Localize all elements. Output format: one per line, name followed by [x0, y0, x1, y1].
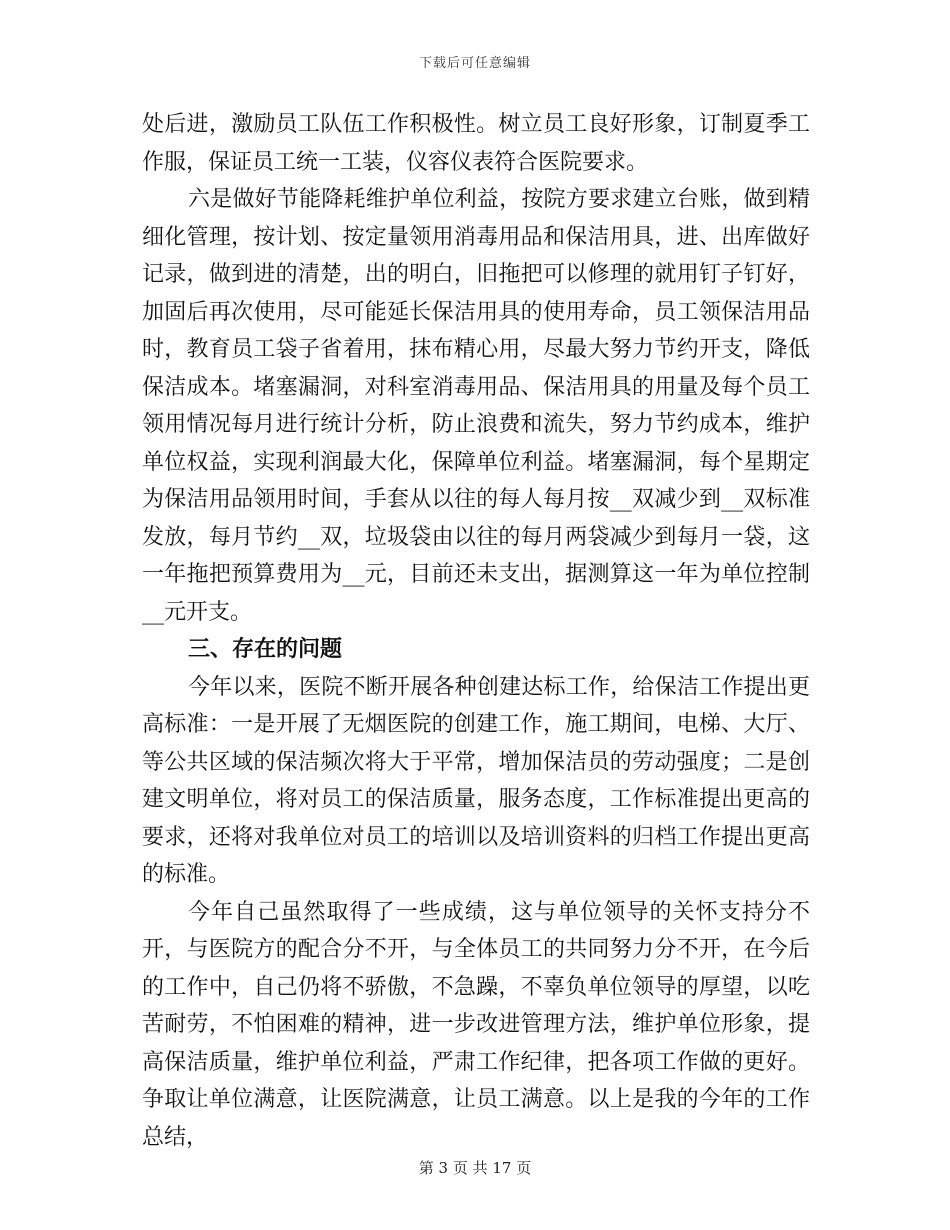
- document-body: [142, 106, 810, 1156]
- paragraph-continuation: 处后进，激励员工队伍工作积极性。树立员工良好形象，订制夏季工作服，保证员工统一工装，仪容仪表符合医院要求。: [142, 112, 810, 175]
- paragraph-summary: 今年自己虽然取得了一些成绩，这与单位领导的关怀支持分不开，与医院方的配合分不开，与全体员工的共同努力分不开，在今后的工作中，自己仍将不骄傲，不急躁，不辜负单位领导的厚望，以吃苦耐劳，不怕困难的精神，进一步改进管理方法，维护单位形象，提高保洁质量，维护单位利益，严肃工作纪律，把各项工作做的更好。争取让单位满意，让医院满意，让员工满意。以上是我的今年的工作总结，: [142, 899, 810, 1150]
- section-heading-problems: 三、存在的问题: [188, 637, 343, 662]
- page-header: 下载后可任意编辑: [418, 56, 531, 71]
- paragraph-problems: 今年以来，医院不断开展各种创建达标工作，给保洁工作提出更高标准：一是开展了无烟医院的创建工作，施工期间，电梯、大厅、等公共区域的保洁频次将大于平常，增加保洁员的劳动强度；二是创建文明单位，将对员工的保洁质量，服务态度，工作标准提出更高的要求，还将对我单位对员工的培训以及培训资料的归档工作提出更高的标准。: [142, 674, 810, 887]
- page-number: 第 3 页 共 17 页: [418, 1159, 532, 1177]
- paragraph-energy-saving: 六是做好节能降耗维护单位利益，按院方要求建立台账，做到精细化管理，按计划、按定量领用消毒用品和保洁用具，进、出库做好记录，做到进的清楚，出的明白，旧拖把可以修理的就用钉子钉好，加固后再次使用，尽可能延长保洁用具的使用寿命，员工领保洁用品时，教育员工袋子省着用，抹布精心用，尽最大努力节约开支，降低保洁成本。堵塞漏洞，对科室消毒用品、保洁用具的用量及每个员工领用情况每月进行统计分析，防止浪费和流失，努力节约成本，维护单位权益，实现利润最大化，保障单位利益。堵塞漏洞，每个星期定为保洁用品领用时间，手套从以往的每人每月按__双减少到__双标准发放，每月节约__双，垃圾袋由以往的每月两袋减少到每月一袋，这一年拖把预算费用为__元，目前还未支出，据测算这一年为单位控制__元开支。: [142, 187, 810, 625]
